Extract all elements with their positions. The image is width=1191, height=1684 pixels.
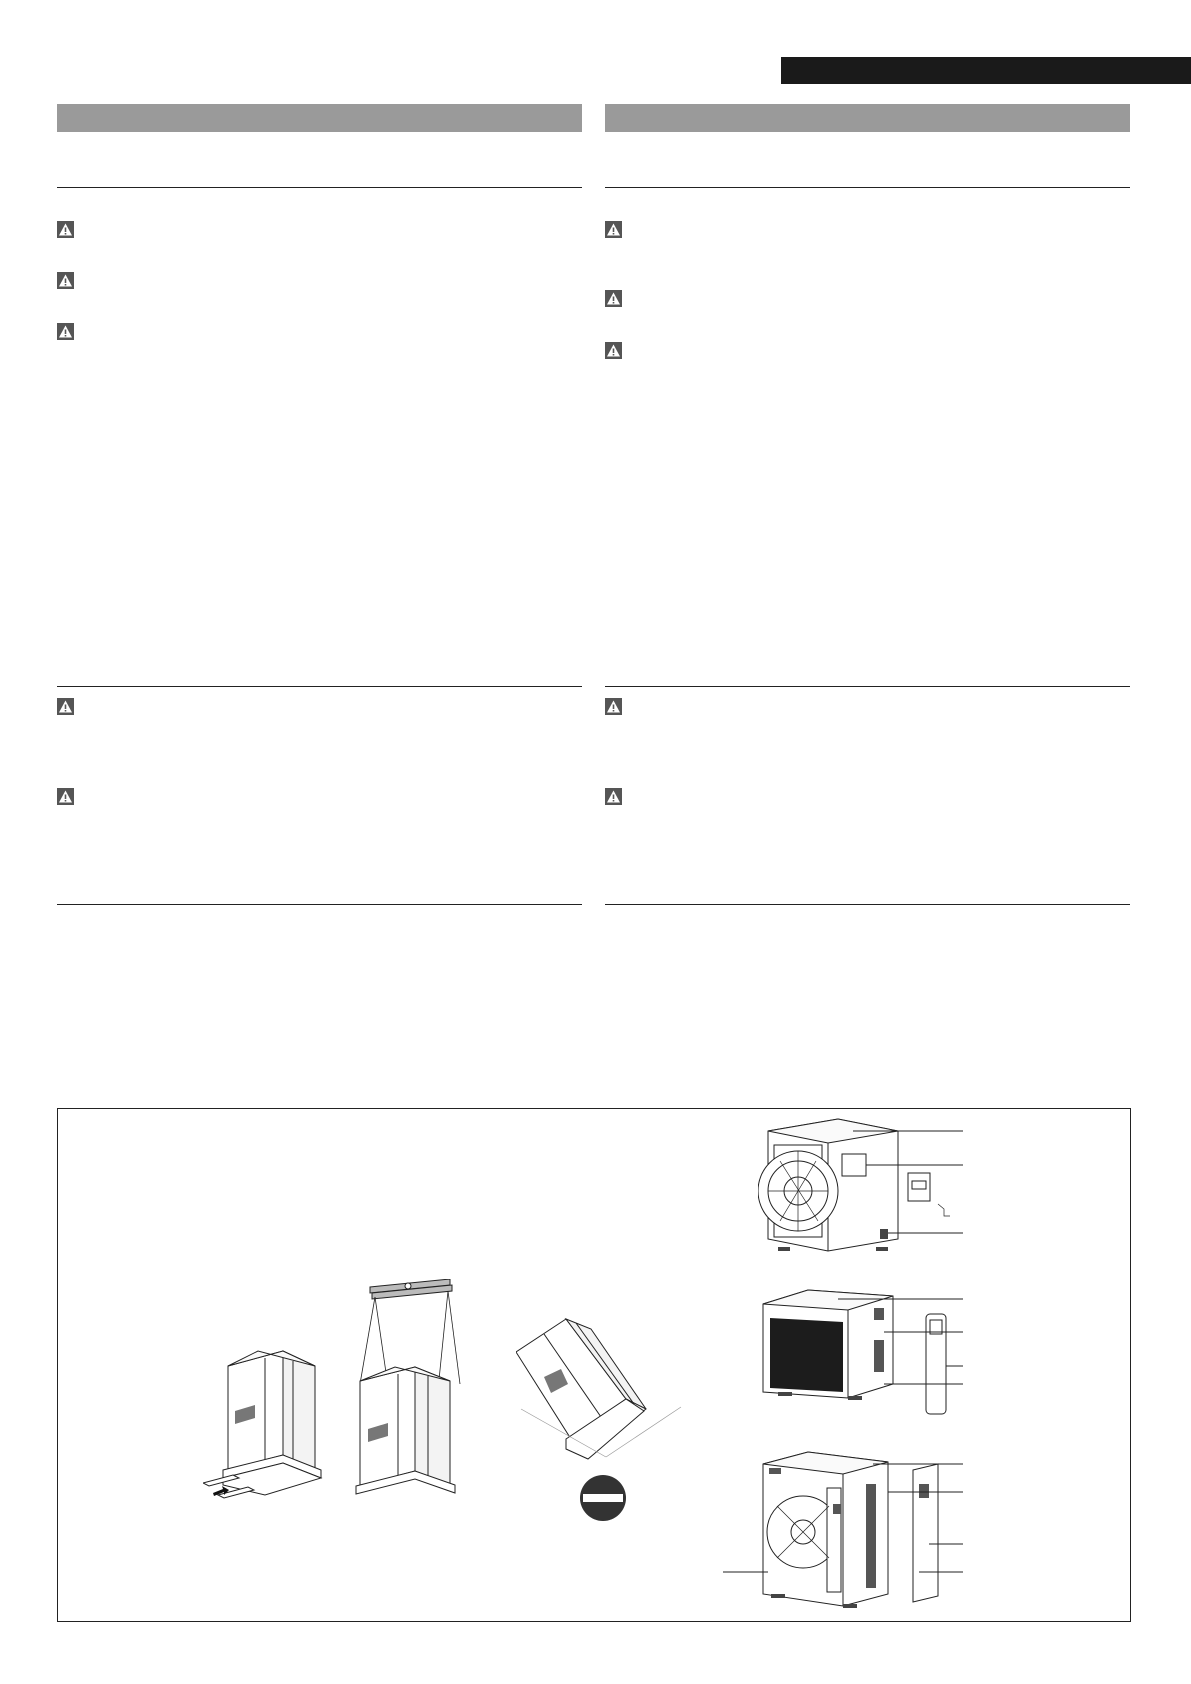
warning-icon	[605, 788, 622, 805]
divider	[605, 686, 1130, 687]
figure-panel	[57, 1108, 1131, 1622]
outdoor-unit-medium-illustration	[748, 1284, 1018, 1439]
no-tilting-illustration	[516, 1289, 701, 1529]
outdoor-unit-large-illustration	[723, 1444, 1018, 1619]
no-entry-icon	[580, 1475, 626, 1521]
warning-icon	[57, 323, 74, 340]
divider	[57, 187, 582, 188]
outdoor-unit-small-illustration	[758, 1109, 1018, 1269]
section-title-bar	[57, 104, 582, 132]
left-column	[57, 104, 582, 132]
warning-icon	[605, 290, 622, 307]
warning-icon	[57, 221, 74, 238]
warning-icon	[605, 342, 622, 359]
warning-icon	[57, 272, 74, 289]
section-title-bar	[605, 104, 1130, 132]
warning-icon	[605, 698, 622, 715]
packaged-unit-pallet-illustration	[203, 1329, 343, 1499]
warning-icon	[605, 221, 622, 238]
lifting-beam-illustration	[350, 1279, 490, 1499]
header-bar	[781, 57, 1191, 84]
divider	[57, 686, 582, 687]
divider	[605, 904, 1130, 905]
warning-icon	[57, 788, 74, 805]
divider	[605, 187, 1130, 188]
divider	[57, 904, 582, 905]
warning-icon	[57, 698, 74, 715]
right-column	[605, 104, 1130, 132]
